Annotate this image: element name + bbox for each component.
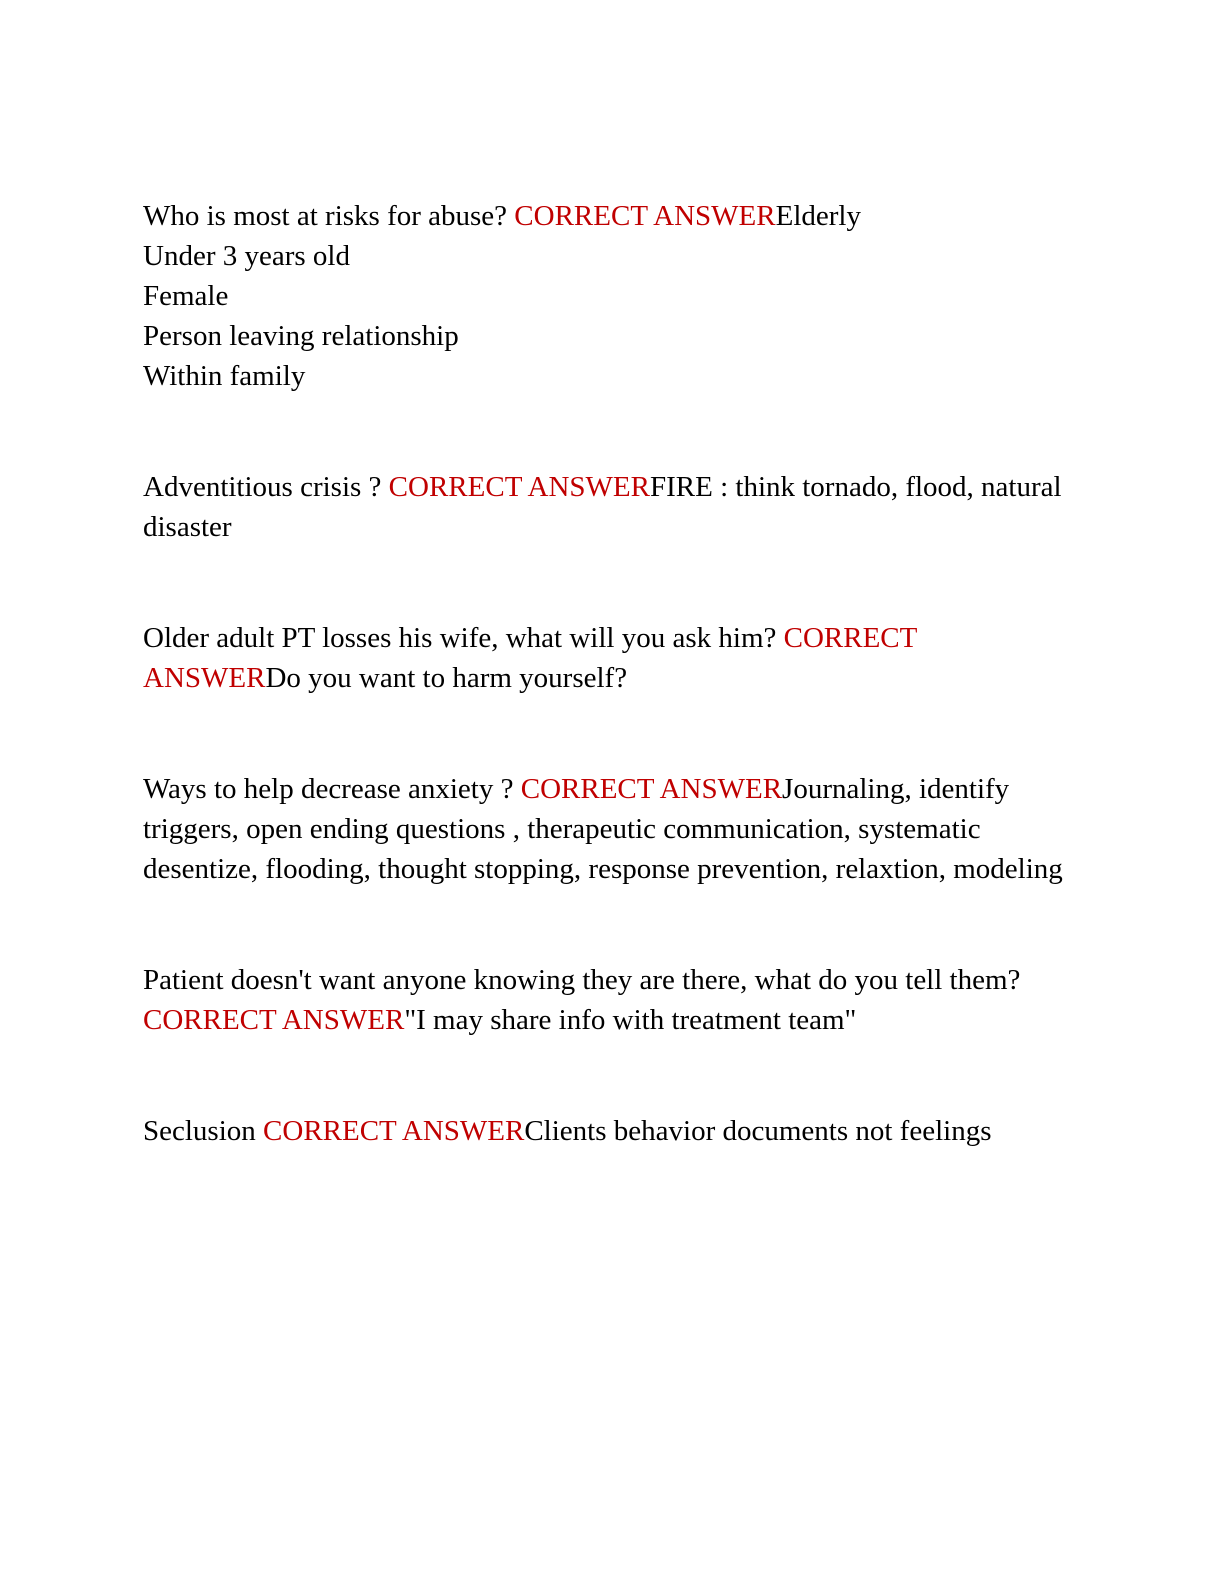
correct-answer-label: CORRECT ANSWER [143,1004,405,1036]
document-content [143,196,1063,1151]
answer-extra-line: Person leaving relationship [143,320,459,352]
spacer [143,396,1063,467]
answer-text: "I may share info with treatment team" [404,1004,857,1036]
qa-item-anxiety [143,769,1063,889]
qa-item-seclusion [143,1111,1063,1151]
correct-answer-label: CORRECT ANSWER [388,471,650,503]
question-text: Adventitious crisis ? [143,471,389,503]
question-text: Who is most at risks for abuse? [143,200,515,232]
spacer [143,698,1063,769]
qa-line [143,769,1063,889]
answer-extra-line: Under 3 years old [143,240,350,272]
question-text: Seclusion [143,1115,264,1147]
correct-answer-label: CORRECT ANSWER [520,773,783,805]
answer-text: Elderly [775,200,861,232]
answer-extra-line: Within family [143,360,306,392]
qa-line [143,618,1063,698]
qa-item-confidentiality [143,960,1063,1040]
correct-answer-label: CORRECT ANSWER [263,1115,525,1147]
question-text: Patient doesn't want anyone knowing they are there, what do you tell them? [143,964,1021,996]
answer-text: Journaling, identify triggers, open ending questions , therapeutic communication, systematic desentize, flooding, thought stopping, response prevention, relaxtion, modeling [143,773,1063,885]
spacer [143,889,1063,960]
qa-item-older-adult [143,618,1063,698]
qa-line [143,196,1063,236]
qa-item-abuse-risk [143,196,1063,396]
correct-answer-label: CORRECT ANSWER [514,200,776,232]
answer-text: FIRE : think tornado, flood, natural disaster [143,471,1062,543]
question-text: Ways to help decrease anxiety ? [143,773,521,805]
qa-line [143,467,1063,547]
answer-text: Clients behavior documents not feelings [524,1115,992,1147]
spacer [143,547,1063,618]
answer-text: Do you want to harm yourself? [265,662,628,694]
question-text: Older adult PT losses his wife, what will you ask him? [143,622,784,654]
correct-answer-label: CORRECT ANSWER [143,622,917,694]
answer-extra-line: Female [143,280,229,312]
spacer [143,1040,1063,1111]
qa-line [143,960,1063,1040]
qa-line [143,1111,1063,1151]
qa-item-adventitious-crisis [143,467,1063,547]
